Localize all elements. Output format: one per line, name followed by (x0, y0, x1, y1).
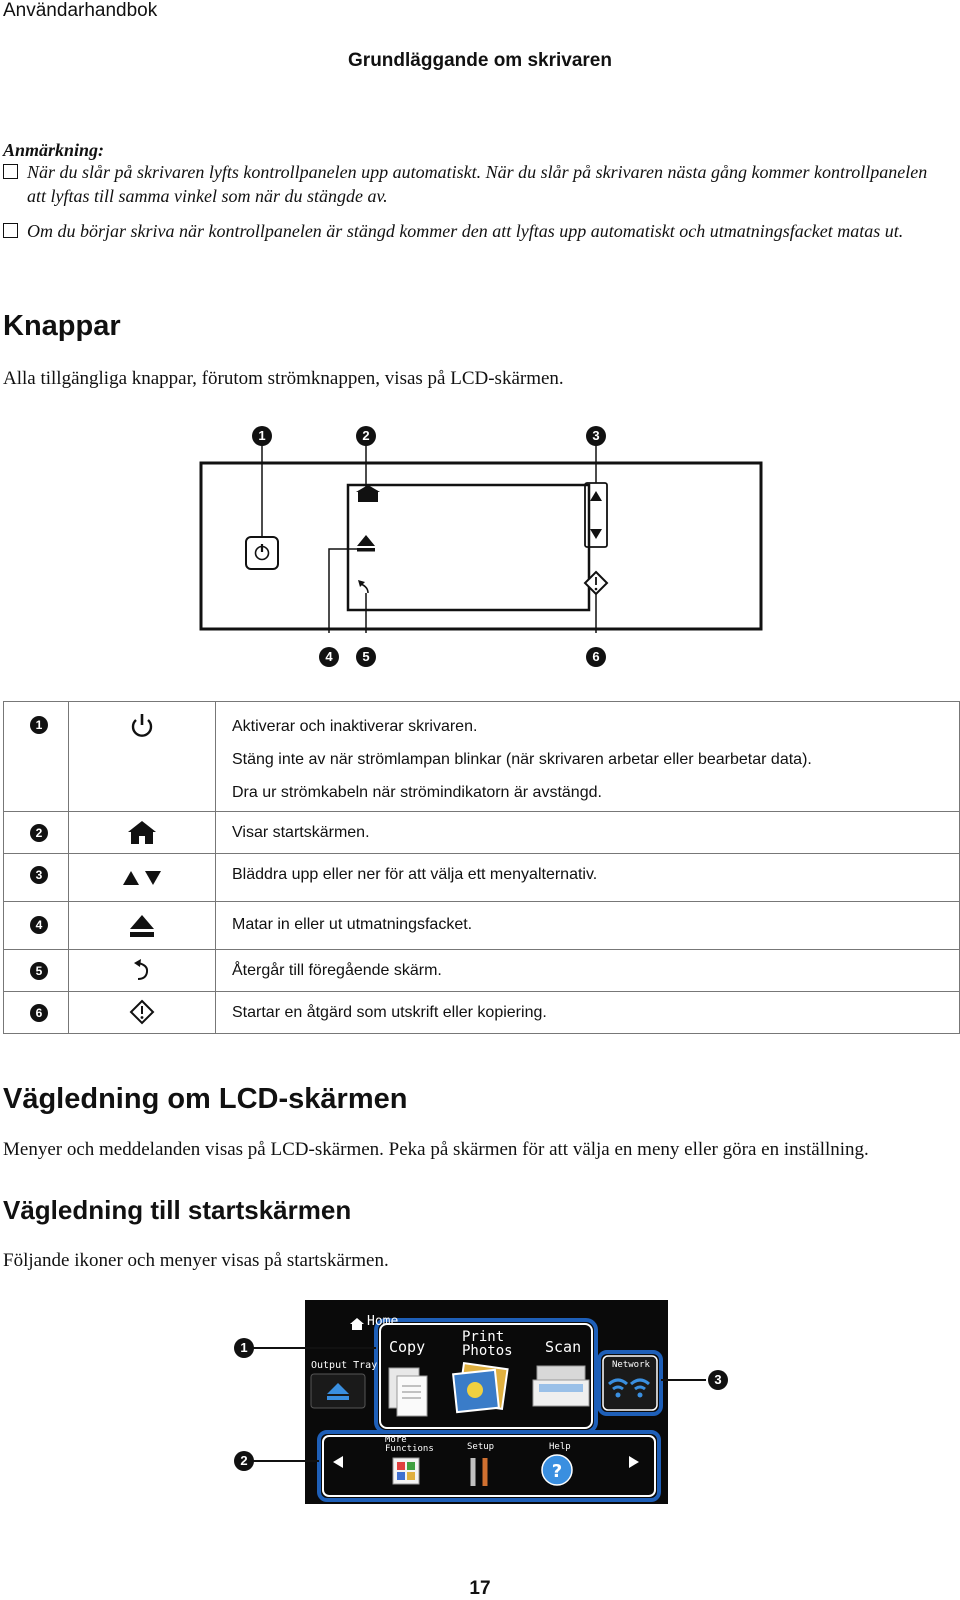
row-number: 3 (30, 866, 48, 884)
up-down-icon (121, 868, 163, 888)
buttons-heading: Knappar (3, 310, 121, 342)
row-text: Återgår till föregående skärm. (232, 962, 442, 979)
table-row (4, 992, 960, 1034)
table-row (4, 902, 960, 950)
output-tray-label: Output Tray (311, 1360, 378, 1371)
home-heading: Vägledning till startskärmen (3, 1195, 352, 1225)
power-icon (128, 711, 156, 741)
row-number: 5 (30, 962, 48, 980)
row-text: Matar in eller ut utmatningsfacket. (232, 916, 473, 933)
home-callout-2: 2 (234, 1451, 254, 1471)
setup-label: Setup (467, 1442, 495, 1452)
row-number: 4 (30, 916, 48, 934)
callout-4: 4 (319, 647, 339, 667)
home-icon (127, 820, 157, 846)
power-button (246, 537, 278, 569)
callout-1: 1 (252, 426, 272, 446)
svg-text:?: ? (551, 1461, 563, 1482)
copy-label: Copy (389, 1338, 426, 1356)
buttons-intro: Alla tillgängliga knappar, förutom strömknappen, visas på LCD-skärmen. (3, 368, 564, 389)
row-text: Bläddra upp eller ner för att välja ett menyalternativ. (232, 866, 598, 883)
control-panel-diagram (0, 415, 960, 675)
home-callout-3: 3 (708, 1370, 728, 1390)
eject-icon (128, 912, 156, 940)
lcd-heading: Vägledning om LCD-skärmen (3, 1083, 408, 1115)
back-icon (358, 580, 368, 593)
scan-label: Scan (545, 1338, 582, 1356)
callout-5: 5 (356, 647, 376, 667)
start-icon (129, 999, 155, 1025)
manual-title: Användarhandbok (3, 0, 158, 21)
note-item: När du slår på skrivaren lyfts kontrollpanelen upp automatiskt. När du slår på skrivaren nästa gång kommer kontrollpanelen att lyftas till samma vinkel som när du stängde av. (3, 160, 938, 208)
row-text: Aktiverar och inaktiverar skrivaren. (232, 718, 478, 735)
callout-6: 6 (586, 647, 606, 667)
row-text: Stäng inte av när strömlampan blinkar (när skrivaren arbetar eller bearbetar data). (232, 751, 812, 768)
more-functions-label: More Functions (385, 1435, 434, 1454)
callout-3: 3 (586, 426, 606, 446)
table-row (4, 812, 960, 854)
row-number: 2 (30, 824, 48, 842)
checkbox-bullet-icon (3, 164, 18, 179)
help-label: Help (549, 1442, 571, 1452)
print-photos-label: Print Photos (462, 1329, 513, 1359)
section-title: Grundläggande om skrivaren (348, 50, 612, 71)
home-callout-1: 1 (234, 1338, 254, 1358)
table-row (4, 950, 960, 992)
home-text: Följande ikoner och menyer visas på startskärmen. (3, 1250, 389, 1271)
eject-icon (357, 535, 375, 552)
row-text: Dra ur strömkabeln när strömindikatorn är avstängd. (232, 784, 602, 801)
row-text: Visar startskärmen. (232, 824, 370, 841)
table-row (4, 854, 960, 902)
back-icon (131, 958, 153, 982)
table-row (4, 702, 960, 812)
row-number: 6 (30, 1004, 48, 1022)
network-label: Network (612, 1360, 650, 1370)
lcd-text: Menyer och meddelanden visas på LCD-skärmen. Peka på skärmen för att välja en meny eller göra en inställning. (3, 1139, 869, 1160)
home-screen-title: Home (367, 1314, 399, 1329)
callout-2: 2 (356, 426, 376, 446)
row-text: Startar en åtgärd som utskrift eller kopiering. (232, 1004, 547, 1021)
note-item: Om du börjar skriva när kontrollpanelen är stängd kommer den att lyftas upp automatiskt och utmatningsfacket matas ut. (3, 219, 938, 243)
home-icon (356, 485, 380, 502)
button-table (3, 701, 960, 1034)
checkbox-bullet-icon (3, 223, 18, 238)
note-title: Anmärkning: (3, 140, 105, 160)
page-number: 17 (469, 1578, 491, 1599)
row-number: 1 (30, 716, 48, 734)
